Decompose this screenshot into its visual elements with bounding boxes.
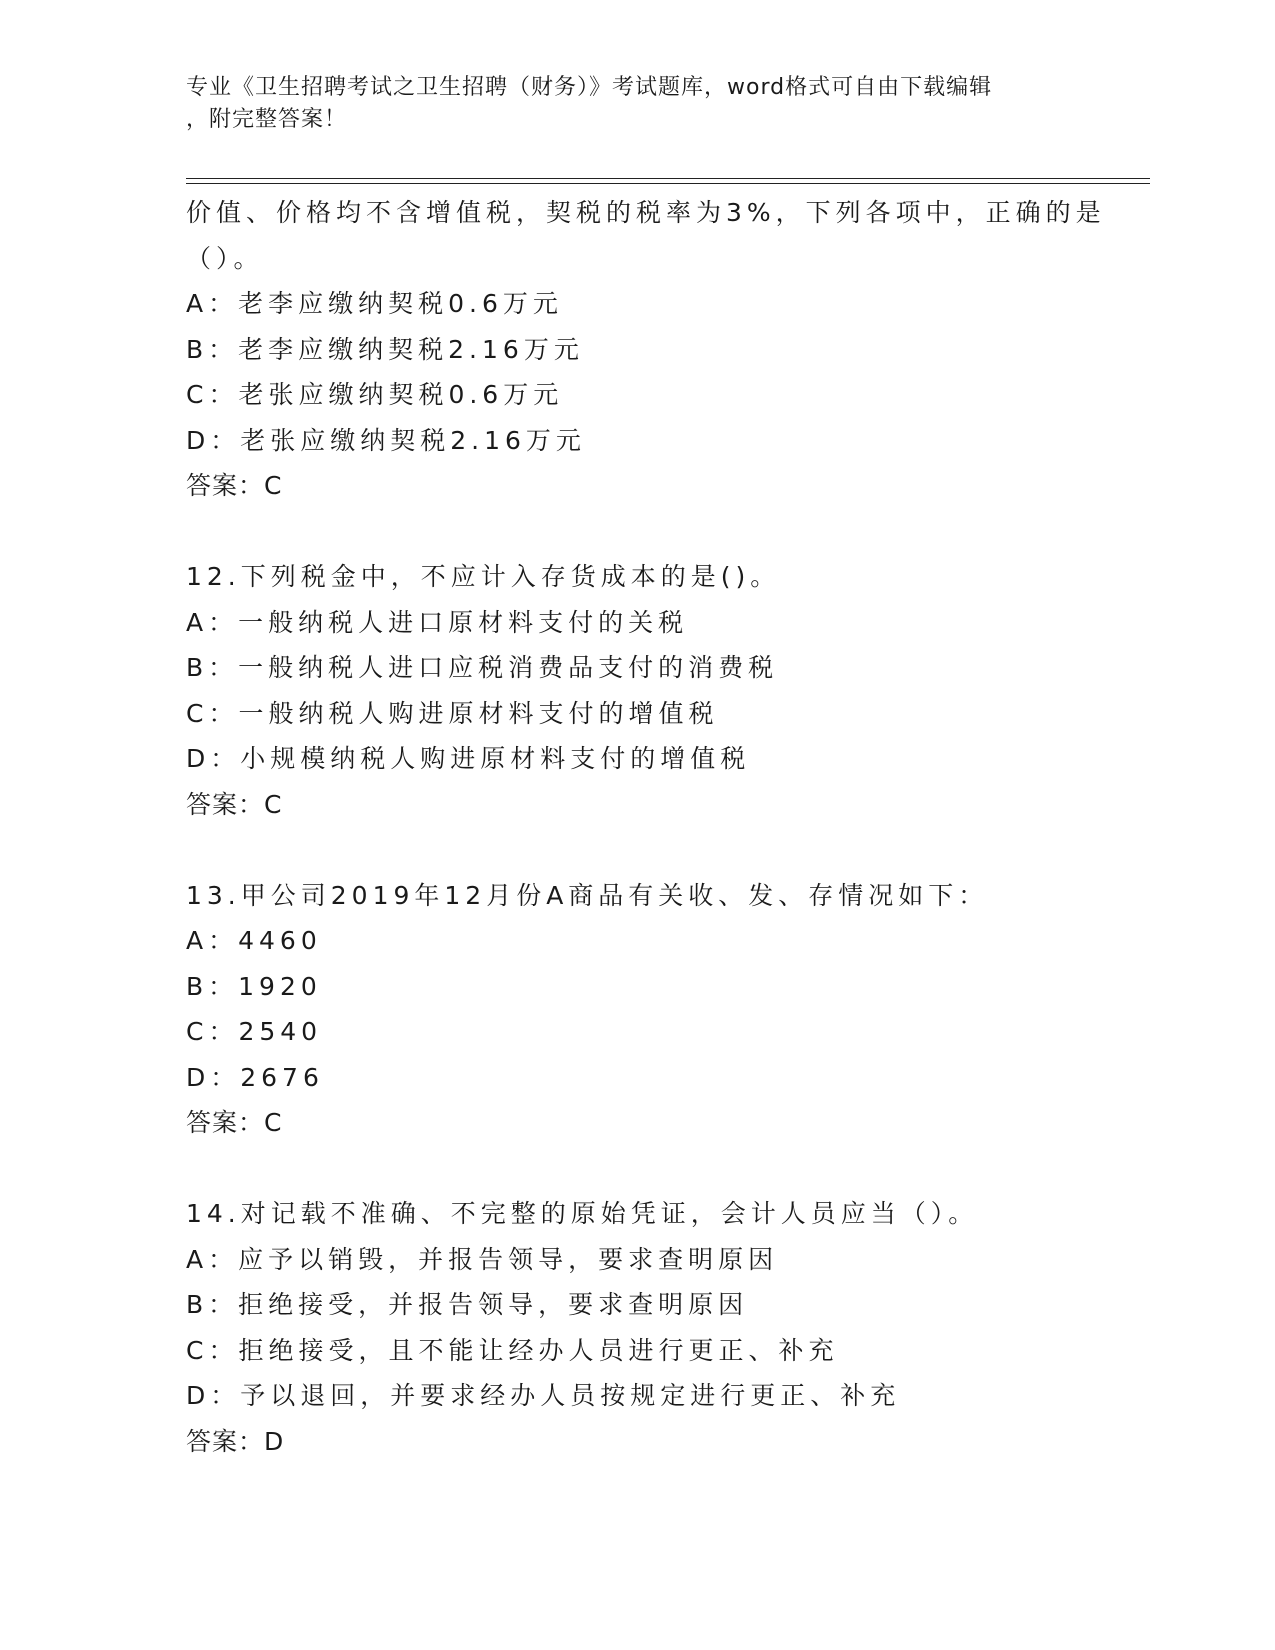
question-continued [186,190,1106,509]
option-b: B：老李应缴纳契税2.16万元 [186,334,584,364]
option-c: C：拒绝接受，且不能让经办人员进行更正、补充 [186,1335,839,1365]
header-divider-bottom [186,183,1150,184]
option-d: D：2676 [186,1062,324,1092]
question-stem: 12.下列税金中，不应计入存货成本的是()。 [186,562,781,591]
option-c: C：一般纳税人购进原材料支付的增值税 [186,698,719,728]
question-stem: 14.对记载不准确、不完整的原始凭证，会计人员应当（）。 [186,1199,979,1228]
option-a: A：应予以销毁，并报告领导，要求查明原因 [186,1244,779,1274]
question-list [186,190,1106,1464]
option-d: D：予以退回，并要求经办人员按规定进行更正、补充 [186,1381,901,1410]
question-13 [186,873,1086,1146]
option-b: B：1920 [186,971,322,1001]
option-b: B：一般纳税人进口应税消费品支付的消费税 [186,653,779,682]
answer-label: 答案：C [186,471,283,500]
document-header [186,72,1066,136]
question-12 [186,554,1086,827]
option-d: D：老张应缴纳契税2.16万元 [186,425,586,455]
spacer [186,827,1086,873]
option-c: C：2540 [186,1017,323,1046]
spacer [186,1146,1086,1192]
answer-label: 答案：D [186,1426,285,1456]
question-14 [186,1191,1086,1464]
option-a: A：老李应缴纳契税0.6万元 [186,289,563,318]
answer-label: 答案：C [186,1108,283,1137]
option-a: A：4460 [186,926,322,955]
option-c: C：老张应缴纳契税0.6万元 [186,380,564,409]
answer-label: 答案：C [186,789,283,819]
option-d: D：小规模纳税人购进原材料支付的增值税 [186,744,751,773]
question-stem: 13.甲公司2019年12月份A商品有关收、发、存情况如下： [186,880,989,910]
question-stem-line: （）。 [186,243,264,273]
option-a: A：一般纳税人进口原材料支付的关税 [186,607,689,637]
spacer [186,509,1086,555]
header-line-2: ，附完整答案！ [186,107,348,132]
header-divider-top [186,178,1150,179]
header-line-1: 专业《卫生招聘考试之卫生招聘（财务）》考试题库，word格式可自由下载编辑 [186,75,993,100]
option-b: B：拒绝接受，并报告领导，要求查明原因 [186,1290,749,1319]
question-stem-line: 价值、价格均不含增值税，契税的税率为3%，下列各项中，正确的是 [186,198,1106,227]
